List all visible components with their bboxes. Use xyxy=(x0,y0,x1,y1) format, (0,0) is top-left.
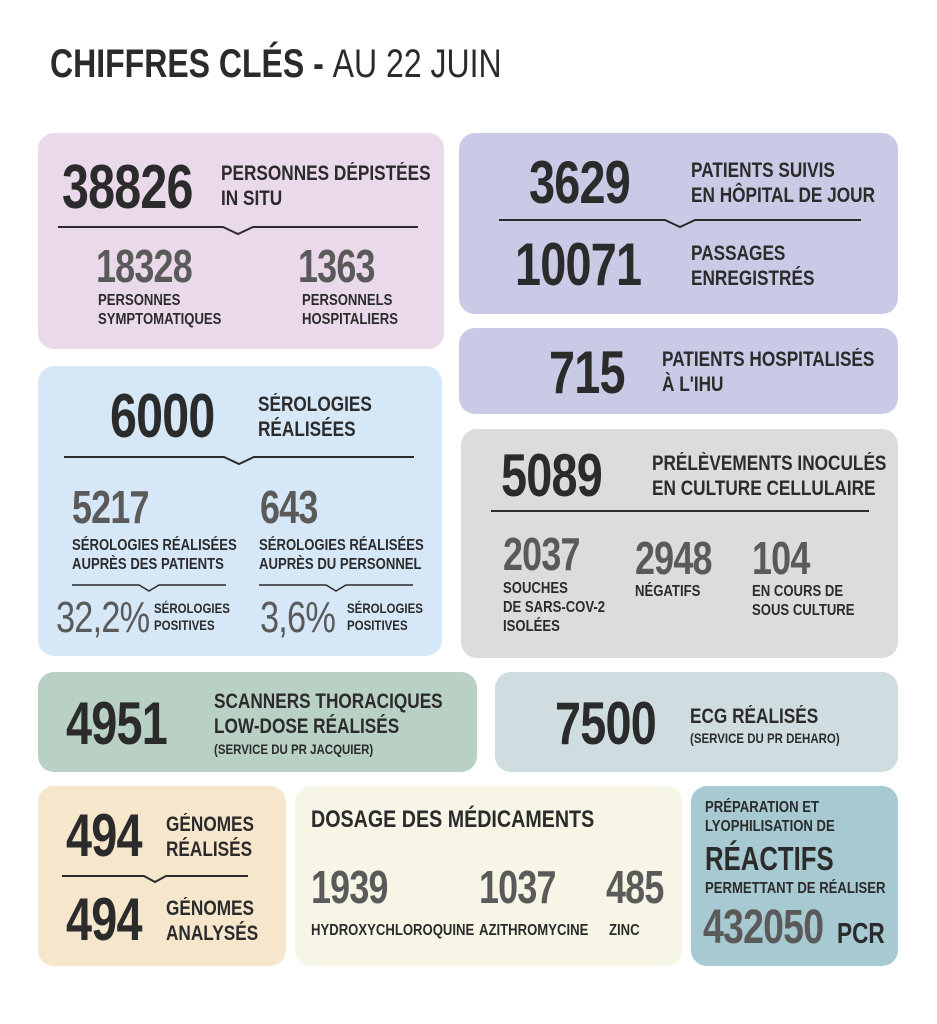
zinc-value: 485 xyxy=(606,861,664,913)
reactifs-heading: RÉACTIFS xyxy=(705,840,834,877)
depistage-card xyxy=(38,133,444,349)
patients-percent: 32,2% xyxy=(56,593,150,642)
prelevements-label: PRÉLÈVEMENTS INOCULÉS EN CULTURE CELLULAIRE xyxy=(652,452,887,501)
serologies-value: 6000 xyxy=(110,382,215,451)
prelevements-value: 5089 xyxy=(501,442,602,509)
azithromycine-value: 1037 xyxy=(479,861,556,913)
hospitalises-label: PATIENTS HOSPITALISÉS À L'IHU xyxy=(662,348,875,397)
hydroxychloroquine-value: 1939 xyxy=(311,861,388,913)
serologies-personnel-label: SÉROLOGIES RÉALISÉES AUPRÈS DU PERSONNEL xyxy=(259,537,424,574)
souches-label: SOUCHES DE SARS-COV-2 ISOLÉES xyxy=(503,580,606,636)
hopital-jour-value: 3629 xyxy=(529,149,630,216)
depistage-label: PERSONNES DÉPISTÉES IN SITU xyxy=(221,162,431,211)
serologies-patients-label: SÉROLOGIES RÉALISÉES AUPRÈS DES PATIENTS xyxy=(72,537,237,574)
divider xyxy=(259,583,413,593)
depistage-value: 38826 xyxy=(62,153,193,222)
title-date: AU 22 JUIN xyxy=(332,42,502,86)
scanners-note: (SERVICE DU PR JACQUIER) xyxy=(214,741,374,757)
patients-percent-label: SÉROLOGIES POSITIVES xyxy=(154,600,230,633)
ecg-note: (SERVICE DU PR DEHARO) xyxy=(690,730,840,746)
hospitaliers-label: PERSONNELS HOSPITALIERS xyxy=(302,292,398,329)
passages-value: 10071 xyxy=(515,231,642,298)
reactifs-subtext: PERMETTANT DE RÉALISER xyxy=(705,880,886,897)
scanners-value: 4951 xyxy=(66,690,167,757)
ecg-value: 7500 xyxy=(555,690,656,757)
personnel-percent-label: SÉROLOGIES POSITIVES xyxy=(347,600,423,633)
genomes-analyses-label: GÉNOMES ANALYSÉS xyxy=(166,897,259,946)
scanners-label: SCANNERS THORACIQUES LOW-DOSE RÉALISÉS xyxy=(214,690,443,739)
title-separator: - xyxy=(304,42,333,86)
symptomatiques-value: 18328 xyxy=(96,240,192,292)
hopital-jour-card xyxy=(459,133,898,314)
personnel-percent: 3,6% xyxy=(260,593,336,642)
scanners-card xyxy=(38,672,477,772)
ecg-label: ECG RÉALISÉS xyxy=(690,705,819,728)
zinc-label: ZINC xyxy=(609,922,640,939)
pcr-unit: PCR xyxy=(837,918,885,950)
medicaments-card xyxy=(295,786,682,966)
divider xyxy=(491,509,869,513)
page-title xyxy=(50,40,615,88)
divider xyxy=(58,225,418,237)
divider xyxy=(499,218,861,230)
passages-label: PASSAGES ENREGISTRÉS xyxy=(691,242,815,291)
genomes-card xyxy=(38,786,286,966)
pcr-value: 432050 xyxy=(703,901,824,954)
hydroxychloroquine-label: HYDROXYCHLOROQUINE xyxy=(311,922,475,939)
reactifs-card xyxy=(691,786,898,966)
divider xyxy=(62,874,248,884)
hospitalises-card xyxy=(459,328,898,414)
souches-value: 2037 xyxy=(503,528,580,580)
hopital-jour-label: PATIENTS SUIVIS EN HÔPITAL DE JOUR xyxy=(691,159,876,208)
hospitalises-value: 715 xyxy=(549,339,625,406)
sous-culture-label: EN COURS DE SOUS CULTURE xyxy=(752,583,855,620)
genomes-realises-value: 494 xyxy=(66,802,142,869)
symptomatiques-label: PERSONNES SYMPTOMATIQUES xyxy=(98,292,222,329)
divider xyxy=(72,583,226,593)
genomes-realises-label: GÉNOMES RÉALISÉS xyxy=(166,813,255,862)
genomes-analyses-value: 494 xyxy=(66,886,142,953)
sous-culture-value: 104 xyxy=(752,532,810,584)
azithromycine-label: AZITHROMYCINE xyxy=(479,922,589,939)
medicaments-title: DOSAGE DES MÉDICAMENTS xyxy=(311,806,595,833)
divider xyxy=(64,455,414,467)
reactifs-intro: PRÉPARATION ET LYOPHILISATION DE xyxy=(705,799,835,836)
serologies-label: SÉROLOGIES RÉALISÉES xyxy=(258,393,372,442)
title-bold: CHIFFRES CLÉS xyxy=(50,42,305,86)
negatifs-label: NÉGATIFS xyxy=(635,583,701,600)
serologies-personnel-value: 643 xyxy=(260,481,318,533)
prelevements-card xyxy=(461,429,898,658)
serologies-patients-value: 5217 xyxy=(72,481,149,533)
negatifs-value: 2948 xyxy=(635,532,712,584)
serologies-card xyxy=(38,366,442,656)
hospitaliers-value: 1363 xyxy=(298,240,375,292)
ecg-card xyxy=(495,672,898,772)
